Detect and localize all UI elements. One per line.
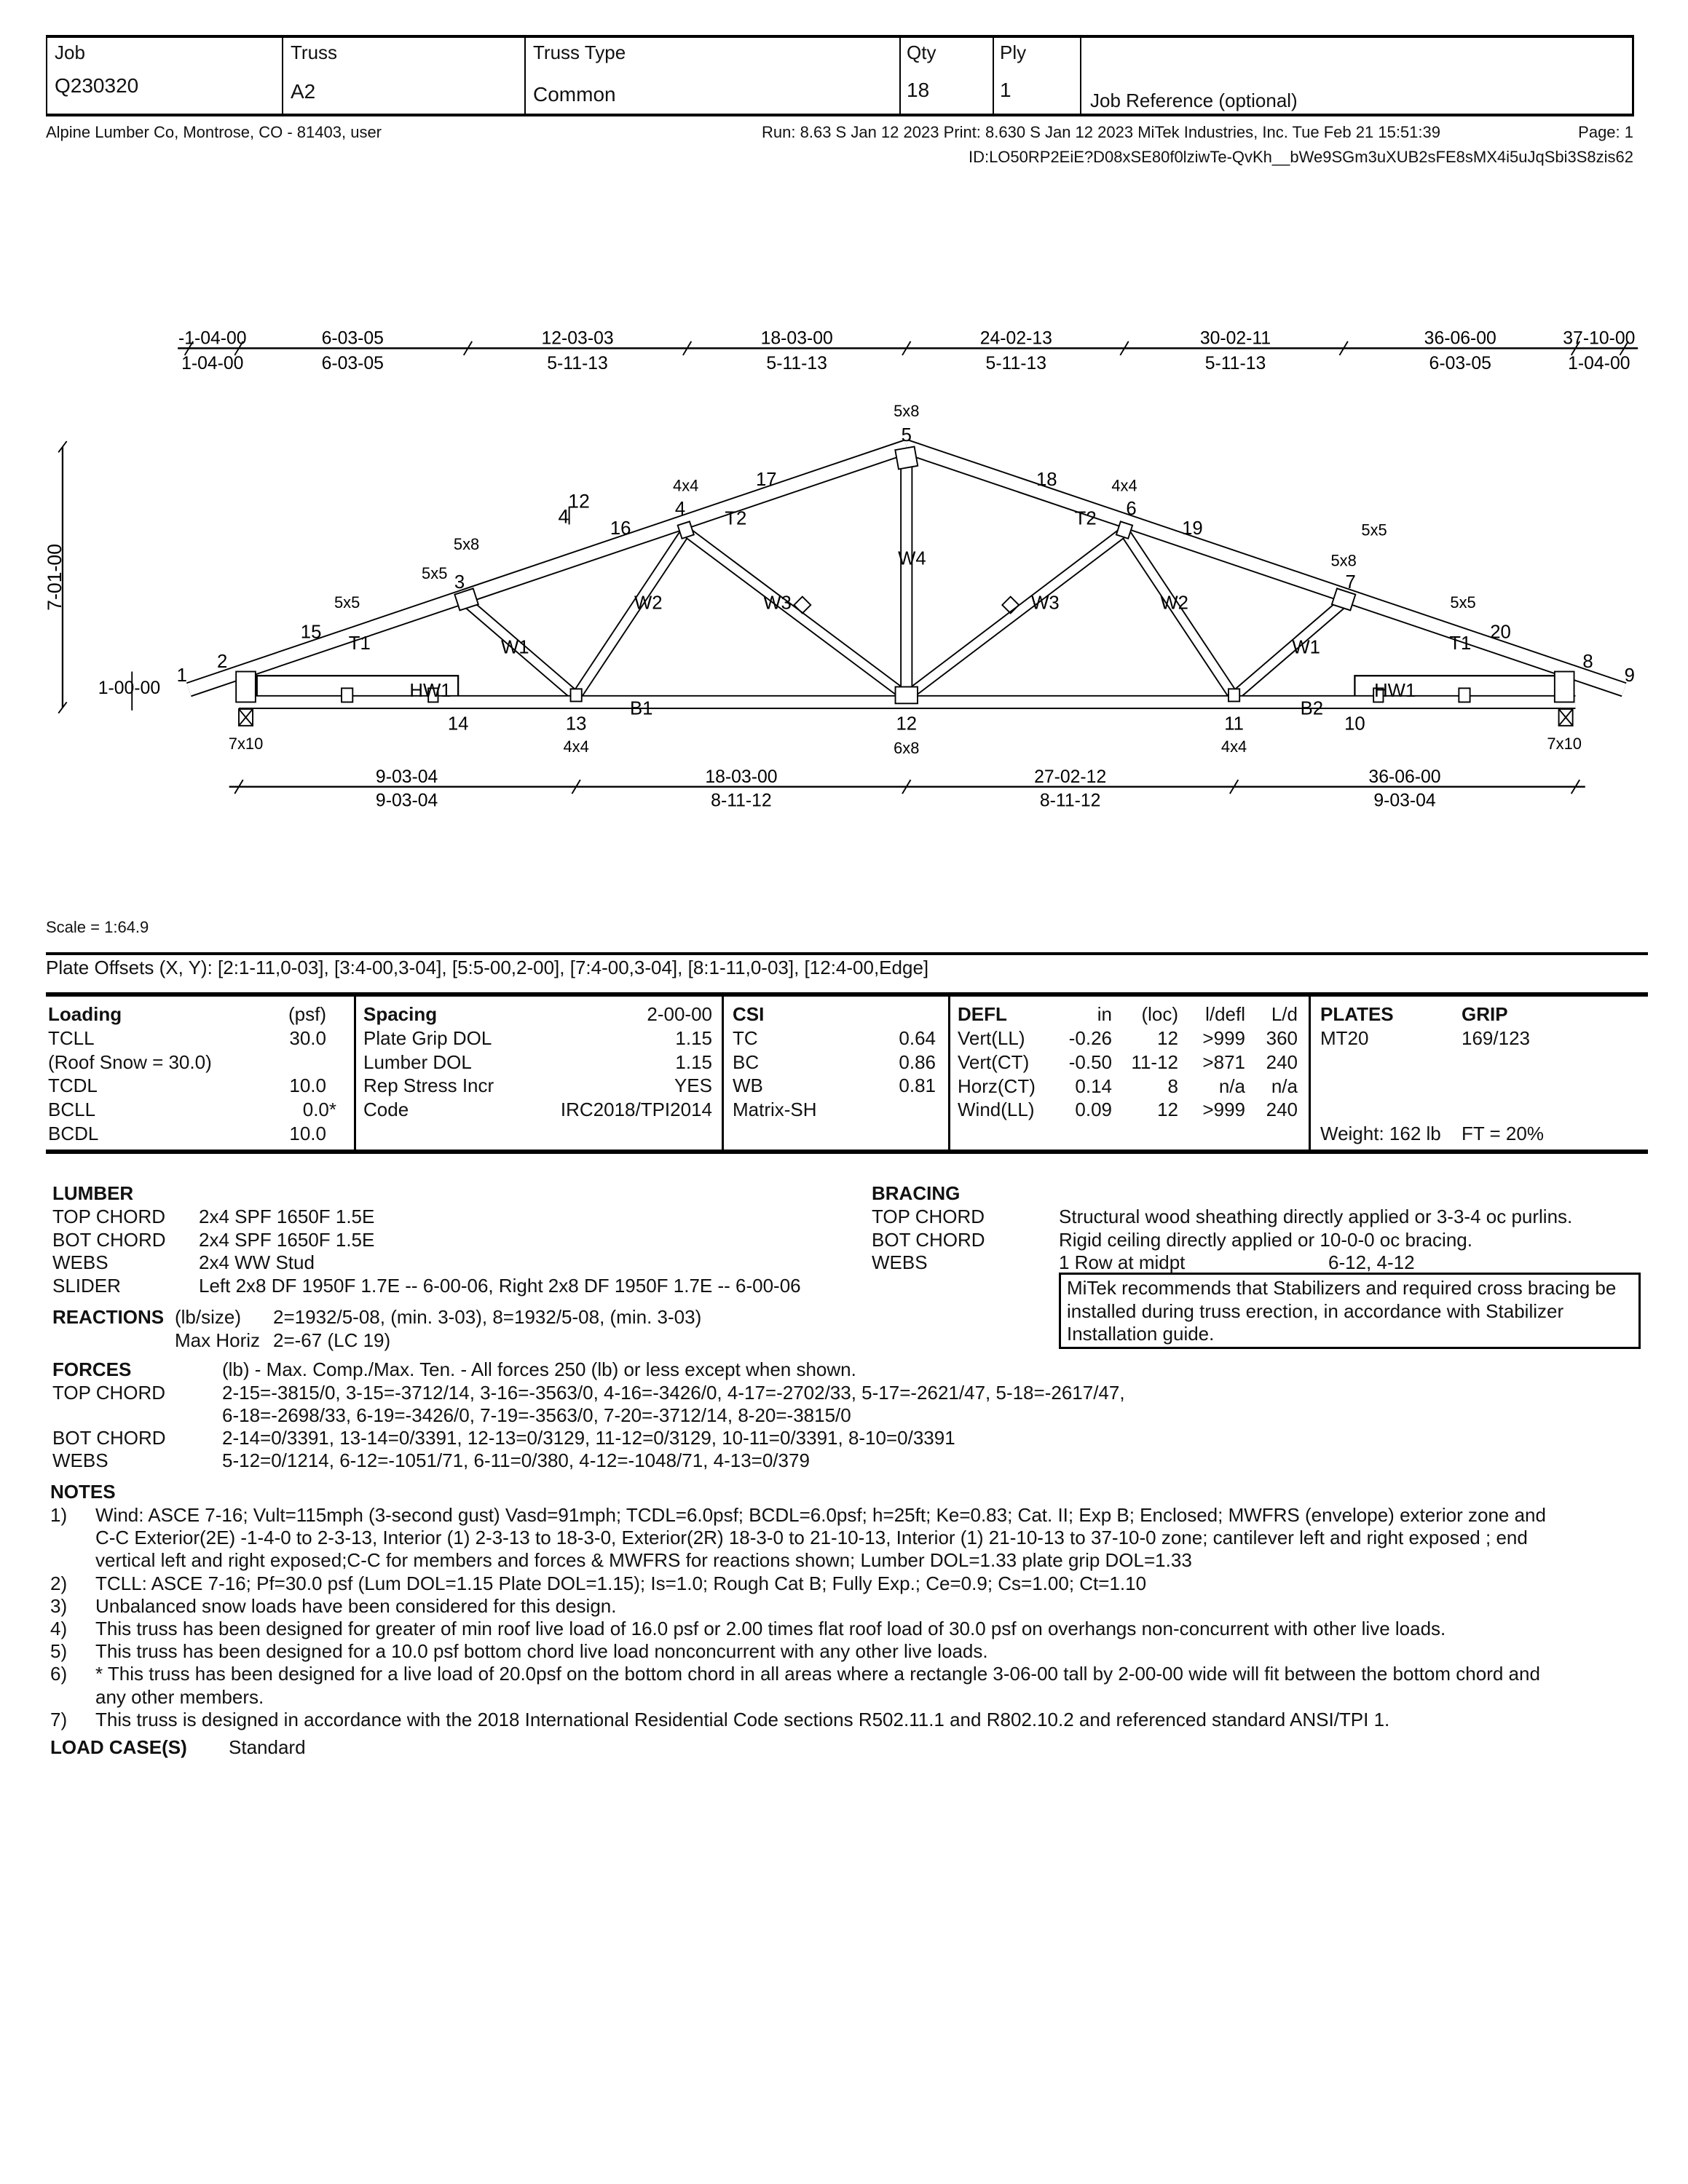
csi-value: 0.81 — [899, 1075, 936, 1096]
note-text: C-C Exterior(2E) -1-4-0 to 2-3-13, Interior (1) 2-3-13 to 18-3-0, Exterior(2R) 18-3-0 to 21-10-13, Interior (1) 21-10-13 to 37-10-0 zone; cantilever left and right exposed ; end — [95, 1527, 1528, 1549]
joint-label: 5x5 — [1361, 521, 1387, 539]
note-text: This truss is designed in accordance with the 2018 International Residential Code sections R502.11.1 and R802.10.2 and referenced standard ANSI/TPI 1. — [95, 1708, 1390, 1730]
note-number: 6) — [50, 1663, 68, 1685]
divider — [1309, 994, 1311, 1152]
joint-label: B2 — [1300, 698, 1324, 719]
joint-label: 5x8 — [1330, 551, 1357, 570]
loading-unit: (psf) — [288, 1003, 326, 1025]
bottom-dimension-lower: 9-03-04 — [375, 791, 438, 811]
defl-value: 0.09 — [1075, 1099, 1112, 1121]
load-case-value: Standard — [229, 1736, 306, 1758]
loading-value: 30.0 — [289, 1027, 326, 1049]
joint-label: 6 — [1126, 499, 1137, 520]
defl-value: n/a — [1218, 1075, 1245, 1097]
defl-value: 240 — [1266, 1051, 1298, 1073]
top-dimension-lower: 6-03-05 — [321, 353, 384, 373]
loading-value: 0.0* — [302, 1099, 336, 1120]
forces-webs-label: WEBS — [52, 1449, 109, 1471]
top-dimension-lower: 1-04-00 — [181, 353, 244, 373]
forces-top-label: TOP CHORD — [52, 1382, 166, 1404]
lumber-value: 2x4 SPF 1650F 1.5E — [199, 1228, 375, 1251]
web-fill — [1234, 602, 1344, 697]
stabilizer-line: Installation guide. — [1067, 1323, 1215, 1345]
joint-label: 10 — [1344, 713, 1365, 735]
top-dimension-upper: 18-03-00 — [760, 328, 833, 349]
joint-label: HW1 — [1374, 680, 1416, 701]
grip-value: 169/123 — [1462, 1027, 1530, 1049]
qty-label: Qty — [907, 41, 936, 63]
lumber-value: 2x4 SPF 1650F 1.5E — [199, 1206, 375, 1227]
joint-label: W1 — [500, 637, 529, 658]
bracing-label: TOP CHORD — [872, 1206, 985, 1227]
reactions-unit: (lb/size) — [175, 1306, 242, 1328]
csi-label: TC — [733, 1027, 758, 1049]
connector-plate — [1459, 688, 1470, 702]
joint-label: W2 — [634, 593, 663, 614]
stabilizer-note — [1059, 1273, 1641, 1349]
joint-label: HW1 — [409, 680, 451, 701]
spacing-label: Lumber DOL — [363, 1051, 472, 1073]
top-dimension-upper: 37-10-00 — [1563, 328, 1636, 349]
web-fill — [686, 531, 907, 697]
grip-head: GRIP — [1462, 1003, 1508, 1025]
top-chord-right-fill — [907, 447, 1624, 690]
midpt-members: 6-12, 4-12 — [1328, 1251, 1415, 1273]
defl-value: >871 — [1202, 1051, 1245, 1073]
defl-head: (loc) — [1141, 1003, 1178, 1025]
pitch-run: 4 — [558, 505, 569, 528]
defl-value: 12 — [1157, 1099, 1178, 1121]
divider — [354, 994, 356, 1152]
top-dimension-lower: 6-03-05 — [1429, 353, 1491, 373]
spacing-label: Plate Grip DOL — [363, 1027, 492, 1049]
forces-desc: (lb) - Max. Comp./Max. Ten. - All forces 250 (lb) or less except when shown. — [222, 1358, 856, 1380]
joint-label: 5x8 — [894, 401, 920, 420]
top-dimension-upper: 30-02-11 — [1199, 328, 1271, 349]
spacing-row-value: 1.15 — [675, 1027, 712, 1049]
bracing-head: BRACING — [872, 1182, 961, 1204]
bracing-value: Structural wood sheathing directly applied or 3-3-4 oc purlins. — [1059, 1206, 1573, 1227]
defl-label: Vert(CT) — [958, 1051, 1030, 1073]
joint-label: 7 — [1345, 572, 1356, 593]
rule — [46, 1150, 1648, 1154]
note-number: 3) — [50, 1594, 68, 1617]
rule — [46, 992, 1648, 997]
top-dimension-upper: 24-02-13 — [979, 328, 1052, 349]
forces-top: 6-18=-2698/33, 6-19=-3426/0, 7-19=-3563/0, 7-20=-3712/14, 8-20=-3815/0 — [222, 1404, 851, 1426]
loading-label: TCDL — [48, 1075, 98, 1096]
ply-label: Ply — [1000, 41, 1027, 63]
loading-head: Loading — [48, 1003, 122, 1025]
lumber-value: Left 2x8 DF 1950F 1.7E -- 6-00-06, Right 2x8 DF 1950F 1.7E -- 6-00-06 — [199, 1274, 801, 1297]
top-dimension-lower: 5-11-13 — [985, 353, 1047, 373]
joint-label: T1 — [348, 633, 371, 654]
load-case-head: LOAD CASE(S) — [50, 1736, 187, 1758]
connector-plate — [896, 687, 918, 703]
csi-label: BC — [733, 1051, 760, 1073]
loading-value: 10.0 — [289, 1075, 326, 1096]
scale-label: Scale = 1:64.9 — [46, 918, 149, 936]
loading-label: BCLL — [48, 1099, 96, 1120]
job-label: Job — [55, 41, 85, 63]
joint-label: B1 — [629, 698, 653, 719]
joint-label: 9 — [1624, 665, 1635, 686]
forces-head: FORCES — [52, 1358, 132, 1380]
spacing-row-value: 1.15 — [675, 1051, 712, 1073]
joint-label: 17 — [755, 470, 777, 491]
joint-label: 5x5 — [422, 563, 448, 582]
loading-label: (Roof Snow = 30.0) — [48, 1051, 212, 1073]
bracing-value: 1 Row at midpt — [1059, 1251, 1186, 1273]
defl-value: 12 — [1157, 1027, 1178, 1049]
plate-offsets: Plate Offsets (X, Y): [2:1-11,0-03], [3:4-00,3-04], [5:5-00,2-00], [7:4-00,3-04], [8:1-11,0-03], [12:4-00,Edge] — [46, 957, 929, 978]
joint-label: 4x4 — [1111, 476, 1137, 495]
run-info: Run: 8.63 S Jan 12 2023 Print: 8.630 S Jan 12 2023 MiTek Industries, Inc. Tue Feb 21 15:51:39 — [762, 123, 1440, 141]
defl-value: 11-12 — [1131, 1051, 1178, 1073]
spacing-head: Spacing — [363, 1003, 438, 1025]
connector-plate — [342, 688, 352, 702]
spacing-row-value: YES — [674, 1075, 712, 1096]
bracing-label: WEBS — [872, 1251, 928, 1273]
note-text: Wind: ASCE 7-16; Vult=115mph (3-second gust) Vasd=91mph; TCDL=6.0psf; BCDL=6.0psf; h=25ft; Ke=0.83; Cat. II; Exp B; Enclosed; MWFRS (envelope) exterior zone and — [95, 1504, 1546, 1526]
joint-label: W4 — [898, 548, 926, 569]
loading-value: 10.0 — [289, 1123, 326, 1144]
lumber-label: BOT CHORD — [52, 1228, 166, 1251]
joint-label: 14 — [447, 713, 469, 735]
ft-value: FT = 20% — [1462, 1123, 1544, 1144]
defl-value: -0.26 — [1068, 1027, 1112, 1049]
csi-label: WB — [733, 1075, 763, 1096]
connector-plate — [1555, 671, 1574, 702]
lumber-head: LUMBER — [52, 1182, 134, 1204]
loading-label: BCDL — [48, 1123, 99, 1144]
csi-label: Matrix-SH — [733, 1099, 817, 1120]
joint-label: 20 — [1490, 622, 1511, 643]
max-horiz-value: 2=-67 (LC 19) — [273, 1329, 391, 1351]
pitch-rise: 12 — [568, 490, 590, 513]
connector-plate — [236, 671, 256, 702]
plate-type: MT20 — [1320, 1027, 1369, 1049]
top-chord-left-fill — [189, 447, 906, 690]
csi-value: 0.86 — [899, 1051, 936, 1073]
plates-head: PLATES — [1320, 1003, 1394, 1025]
joint-label: 19 — [1182, 518, 1203, 539]
csi-value: 0.64 — [899, 1027, 936, 1049]
note-number: 7) — [50, 1708, 68, 1730]
joint-label: 4x4 — [673, 476, 699, 495]
truss-type-value: Common — [533, 83, 616, 106]
joint-label: 4x4 — [563, 737, 589, 756]
reactions-value: 2=1932/5-08, (min. 3-03), 8=1932/5-08, (min. 3-03) — [273, 1306, 702, 1328]
csi-head: CSI — [733, 1003, 765, 1025]
spacing-label: Rep Stress Incr — [363, 1075, 494, 1096]
top-dimension-upper: -1-04-00 — [178, 328, 247, 349]
job-reference: Job Reference (optional) — [1090, 90, 1298, 111]
joint-label: 18 — [1036, 470, 1057, 491]
loading-label: TCLL — [48, 1027, 95, 1049]
joint-label: 7x10 — [1547, 735, 1582, 753]
note-number: 5) — [50, 1640, 68, 1663]
joint-label: W3 — [1031, 593, 1060, 614]
defl-value: >999 — [1202, 1027, 1245, 1049]
joint-label: 7x10 — [228, 735, 264, 753]
joint-label: 11 — [1224, 713, 1244, 735]
defl-value: 0.14 — [1075, 1075, 1112, 1097]
company-line: Alpine Lumber Co, Montrose, CO - 81403, user — [46, 123, 382, 141]
notes-head: NOTES — [50, 1481, 116, 1503]
lumber-label: TOP CHORD — [52, 1206, 166, 1227]
truss-value: A2 — [291, 80, 316, 103]
stabilizer-line: MiTek recommends that Stabilizers and required cross bracing be — [1067, 1277, 1617, 1299]
joint-label: 3 — [454, 572, 465, 593]
connector-plate — [571, 689, 582, 701]
top-dimension-lower: 5-11-13 — [1204, 353, 1266, 373]
bottom-dimension-upper: 27-02-12 — [1034, 767, 1107, 787]
defl-value: >999 — [1202, 1099, 1245, 1121]
defl-label: Vert(LL) — [958, 1027, 1025, 1049]
bottom-dimension-upper: 36-06-00 — [1368, 767, 1441, 787]
heel-dimension: 1-00-00 — [98, 678, 161, 698]
defl-label: Horz(CT) — [958, 1075, 1036, 1097]
note-text: vertical left and right exposed;C-C for members and forces & MWFRS for reactions shown; Lumber DOL=1.33 plate grip DOL=1.33 — [95, 1549, 1192, 1572]
top-dimension-upper: 6-03-05 — [321, 328, 384, 349]
lumber-value: 2x4 WW Stud — [199, 1251, 315, 1273]
forces-bot-label: BOT CHORD — [52, 1427, 166, 1449]
defl-value: 240 — [1266, 1099, 1298, 1121]
defl-head: L/d — [1271, 1003, 1298, 1025]
stabilizer-line: installed during truss erection, in accordance with Stabilizer — [1067, 1300, 1564, 1322]
note-text: * This truss has been designed for a live load of 20.0psf on the bottom chord in all areas where a rectangle 3-06-00 tall by 2-00-00 wide will fit between the bottom chord and — [95, 1663, 1540, 1685]
joint-label: 5x8 — [453, 534, 480, 553]
spacing-row-value: IRC2018/TPI2014 — [560, 1099, 712, 1120]
defl-head: l/defl — [1205, 1003, 1245, 1025]
note-number: 1) — [50, 1504, 68, 1526]
bottom-dimension-upper: 9-03-04 — [375, 767, 438, 787]
joint-label: 4 — [674, 499, 686, 520]
weight: Weight: 162 lb — [1320, 1123, 1441, 1144]
forces-webs: 5-12=0/1214, 6-12=-1051/71, 6-11=0/380, 4-12=-1048/71, 4-13=0/379 — [222, 1449, 810, 1471]
truss-diagram — [0, 0, 1688, 874]
web-fill — [907, 531, 1124, 697]
rule — [46, 952, 1648, 955]
divider — [722, 994, 724, 1152]
id-line: ID:LO50RP2EiE?D08xSE80f0lziwTe-QvKh__bWe9SGm3uXUB2sFE8sMX4i5uJqSbi3S8zis62 — [968, 148, 1633, 166]
note-text: Unbalanced snow loads have been considered for this design. — [95, 1594, 617, 1617]
spacing-value: 2-00-00 — [647, 1003, 712, 1025]
ply-value: 1 — [1000, 79, 1011, 101]
joint-label: 12 — [896, 713, 918, 735]
note-number: 2) — [50, 1572, 68, 1594]
joint-label: W3 — [763, 593, 792, 614]
reactions-head: REACTIONS — [52, 1306, 165, 1328]
joint-label: 8 — [1582, 651, 1593, 672]
defl-head: in — [1097, 1003, 1112, 1025]
defl-value: n/a — [1271, 1075, 1298, 1097]
note-text: any other members. — [95, 1685, 264, 1708]
joint-label: 2 — [216, 651, 228, 672]
joint-label: W1 — [1292, 637, 1320, 658]
joint-label: T1 — [1449, 633, 1472, 654]
note-number: 4) — [50, 1618, 68, 1639]
top-dimension-lower: 1-04-00 — [1568, 353, 1630, 373]
forces-bot: 2-14=0/3391, 13-14=0/3391, 12-13=0/3129, 11-12=0/3129, 10-11=0/3391, 8-10=0/3391 — [222, 1427, 955, 1449]
defl-label: Wind(LL) — [958, 1099, 1035, 1121]
note-text: This truss has been designed for greater of min roof live load of 16.0 psf or 2.00 times flat roof load of 30.0 psf on overhangs non-concurrent with other live loads. — [95, 1618, 1446, 1639]
joint-label: 5 — [901, 425, 912, 446]
bracing-label: BOT CHORD — [872, 1228, 985, 1251]
defl-value: 8 — [1167, 1075, 1178, 1097]
spacing-label: Code — [363, 1099, 409, 1120]
truss-label: Truss — [291, 41, 338, 63]
connector-plate — [1228, 689, 1239, 701]
bracing-value: Rigid ceiling directly applied or 10-0-0 oc bracing. — [1059, 1228, 1472, 1251]
joint-label: 13 — [565, 713, 587, 735]
note-text: TCLL: ASCE 7-16; Pf=30.0 psf (Lum DOL=1.15 Plate DOL=1.15); Is=1.0; Rough Cat B; Fully Exp.; Ce=0.9; Cs=1.00; Ct=1.10 — [95, 1572, 1147, 1594]
bottom-dimension-lower: 8-11-12 — [711, 791, 772, 811]
joint-label: W2 — [1160, 593, 1188, 614]
joint-label: 15 — [300, 622, 322, 643]
defl-value: -0.50 — [1068, 1051, 1112, 1073]
top-dimension-lower: 5-11-13 — [766, 353, 827, 373]
defl-value: 360 — [1266, 1027, 1298, 1049]
joint-label: 5x5 — [334, 593, 360, 612]
truss-type-label: Truss Type — [533, 41, 626, 63]
joint-label: 1 — [176, 665, 188, 686]
joint-label: 16 — [610, 518, 631, 539]
top-dimension-upper: 36-06-00 — [1424, 328, 1496, 349]
job-value: Q230320 — [55, 74, 139, 97]
joint-label: 6x8 — [894, 738, 920, 757]
qty-value: 18 — [907, 79, 930, 101]
connector-plate — [895, 447, 918, 470]
top-dimension-upper: 12-03-03 — [541, 328, 614, 349]
max-horiz-label: Max Horiz — [175, 1329, 261, 1351]
height-dimension: 7-01-00 — [44, 543, 66, 611]
defl-head: DEFL — [958, 1003, 1007, 1025]
note-text: This truss has been designed for a 10.0 psf bottom chord live load nonconcurrent with any other live loads. — [95, 1640, 988, 1663]
forces-top: 2-15=-3815/0, 3-15=-3712/14, 3-16=-3563/0, 4-16=-3426/0, 4-17=-2702/33, 5-17=-2621/47, 5-18=-2617/47, — [222, 1382, 1125, 1404]
joint-label: 5x5 — [1450, 593, 1476, 612]
bottom-dimension-upper: 18-03-00 — [705, 767, 778, 787]
lumber-label: WEBS — [52, 1251, 109, 1273]
bottom-dimension-lower: 9-03-04 — [1373, 791, 1436, 811]
joint-label: 4x4 — [1220, 737, 1247, 756]
bottom-dimension-lower: 8-11-12 — [1039, 791, 1101, 811]
joint-label: T2 — [1074, 508, 1097, 529]
lumber-label: SLIDER — [52, 1274, 121, 1297]
top-dimension-lower: 5-11-13 — [547, 353, 608, 373]
divider — [948, 994, 950, 1152]
joint-label: T2 — [725, 508, 747, 529]
page-number: Page: 1 — [1578, 123, 1633, 141]
